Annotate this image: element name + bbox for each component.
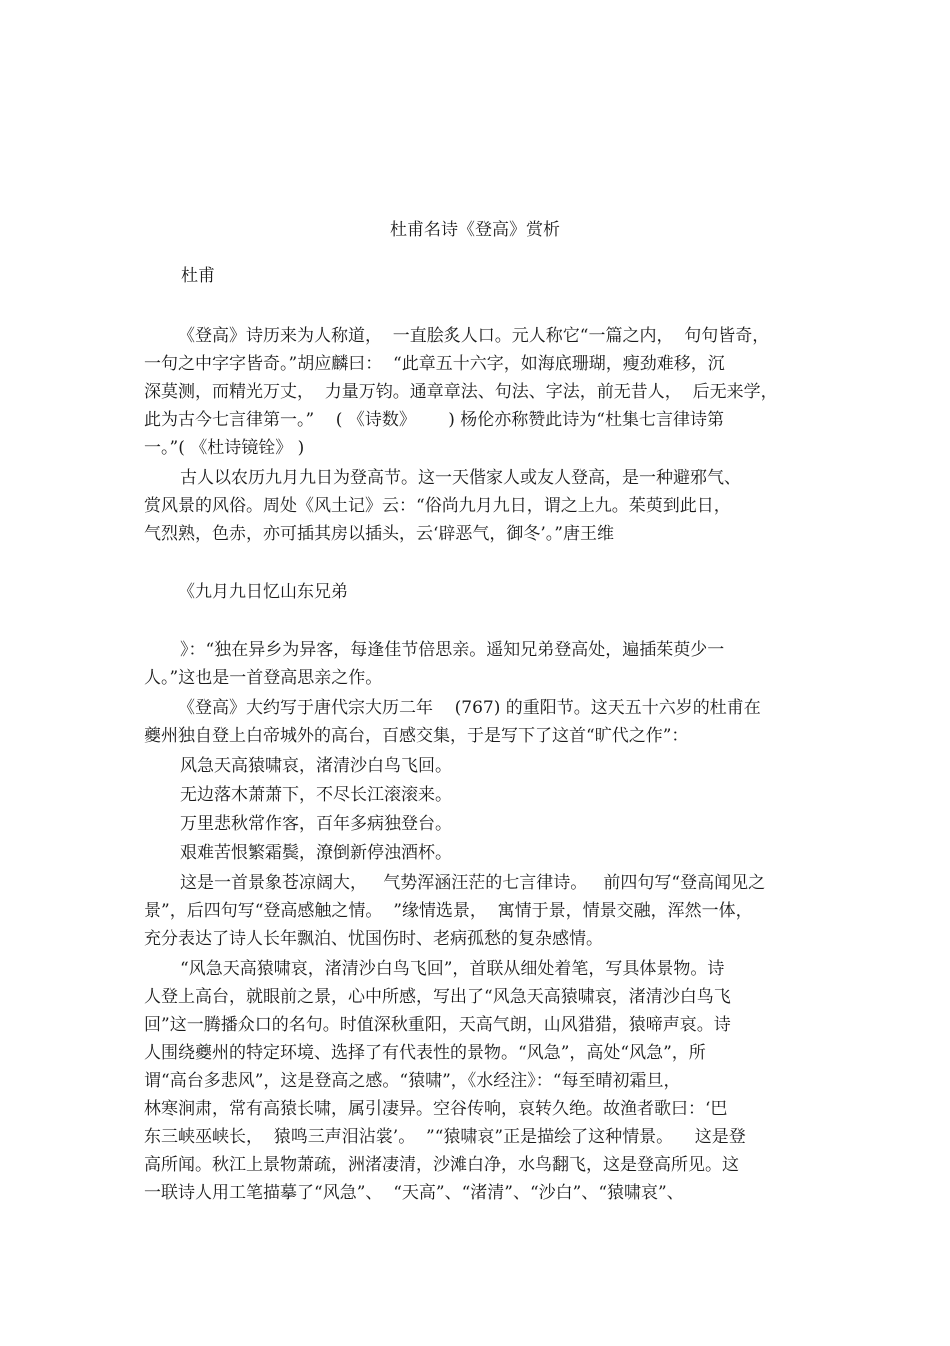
body-line: “风急天高猿啸哀，渚清沙白鸟飞回”，首联从细处着笔，写具体景物。诗 [180, 959, 725, 979]
body-line: 充分表达了诗人长年飘泊、忧国伤时、老病孤愁的复杂感情。 [144, 929, 603, 949]
poem-line: 万里悲秋常作客，百年多病独登台。 [180, 814, 452, 834]
body-line: 夔州独自登上白帝城外的高台，百感交集，于是写下了这首“旷代之作”： [144, 726, 689, 746]
poem-line: 无边落木萧萧下，不尽长江滚滚来。 [180, 785, 452, 805]
document-title: 杜甫名诗《登高》赏析 [390, 220, 560, 240]
body-line: 林寒涧肃，常有高猿长啸，属引凄异。空谷传响，哀转久绝。故渔者歌曰：‘巴 [144, 1099, 728, 1119]
body-line: 《登高》大约写于唐代宗大历二年 (767) 的重阳节。这天五十六岁的杜甫在 [178, 698, 761, 718]
body-line: 一句之中字字皆奇。”胡应麟曰： “此章五十六字，如海底珊瑚，瘦劲难移，沉 [144, 354, 725, 374]
author-name: 杜甫 [181, 266, 215, 286]
body-line: 赏风景的风俗。周处《风土记》云：“俗尚九月九日，谓之上九。茱萸到此日， [144, 496, 731, 516]
poem-line: 风急天高猿啸哀，渚清沙白鸟飞回。 [180, 756, 452, 776]
body-line: 》：“独在异乡为异客，每逢佳节倍思亲。遥知兄弟登高处，遍插茱萸少一 [180, 640, 725, 660]
body-line: 景”，后四句写“登高感触之情。 ”缘情选景， 寓情于景，情景交融，浑然一体， [144, 901, 753, 921]
body-line: 人登上高台，就眼前之景，心中所感，写出了“风急天高猿啸哀，渚清沙白鸟飞 [144, 987, 731, 1007]
body-line: 气烈熟，色赤，亦可插其房以插头，云‘辟恶气，御冬’。”唐王维 [144, 524, 614, 544]
body-line: 《九月九日忆山东兄弟 [178, 582, 348, 602]
body-line: 人。”这也是一首登高思亲之作。 [144, 668, 383, 688]
body-line: 此为古今七言律第一。” ( 《诗数》 ) 杨伦亦称赞此诗为“杜集七言律诗第 [144, 410, 724, 430]
body-line: 《登高》诗历来为人称道， 一直脍炙人口。元人称它“一篇之内， 句句皆奇， [178, 326, 770, 346]
body-line: 谓“高台多悲风”，这是登高之感。“猿啸”，《水经注》：“每至晴初霜旦， [144, 1071, 681, 1091]
body-line: 人围绕夔州的特定环境、选择了有代表性的景物。“风急”，高处“风急”，所 [144, 1043, 706, 1063]
body-line: 东三峡巫峡长， 猿鸣三声泪沾裳’。 ”“猿啸哀”正是描绘了这种情景。 这是登 [144, 1127, 746, 1147]
body-line: 回”这一腾播众口的名句。时值深秋重阳，天高气朗，山风猎猎，猿啼声哀。诗 [144, 1015, 731, 1035]
body-line: 一。”( 《杜诗镜铨》 ) [144, 438, 305, 458]
body-line: 高所闻。秋江上景物萧疏，洲渚凄清，沙滩白净，水鸟翻飞，这是登高所见。这 [144, 1155, 739, 1175]
body-line: 深莫测，而精光万丈， 力量万钧。通章章法、句法、字法，前无昔人， 后无来学， [144, 382, 778, 402]
poem-line: 艰难苦恨繁霜鬓，潦倒新停浊酒杯。 [180, 843, 452, 863]
body-line: 这是一首景象苍凉阔大， 气势浑涵汪茫的七言律诗。 前四句写“登高闻见之 [180, 873, 766, 893]
body-line: 古人以农历九月九日为登高节。这一天偕家人或友人登高，是一种避邪气、 [180, 468, 741, 488]
body-line: 一联诗人用工笔描摹了“风急”、 “天高”、“渚清”、“沙白”、“猿啸哀”、 [144, 1183, 684, 1203]
